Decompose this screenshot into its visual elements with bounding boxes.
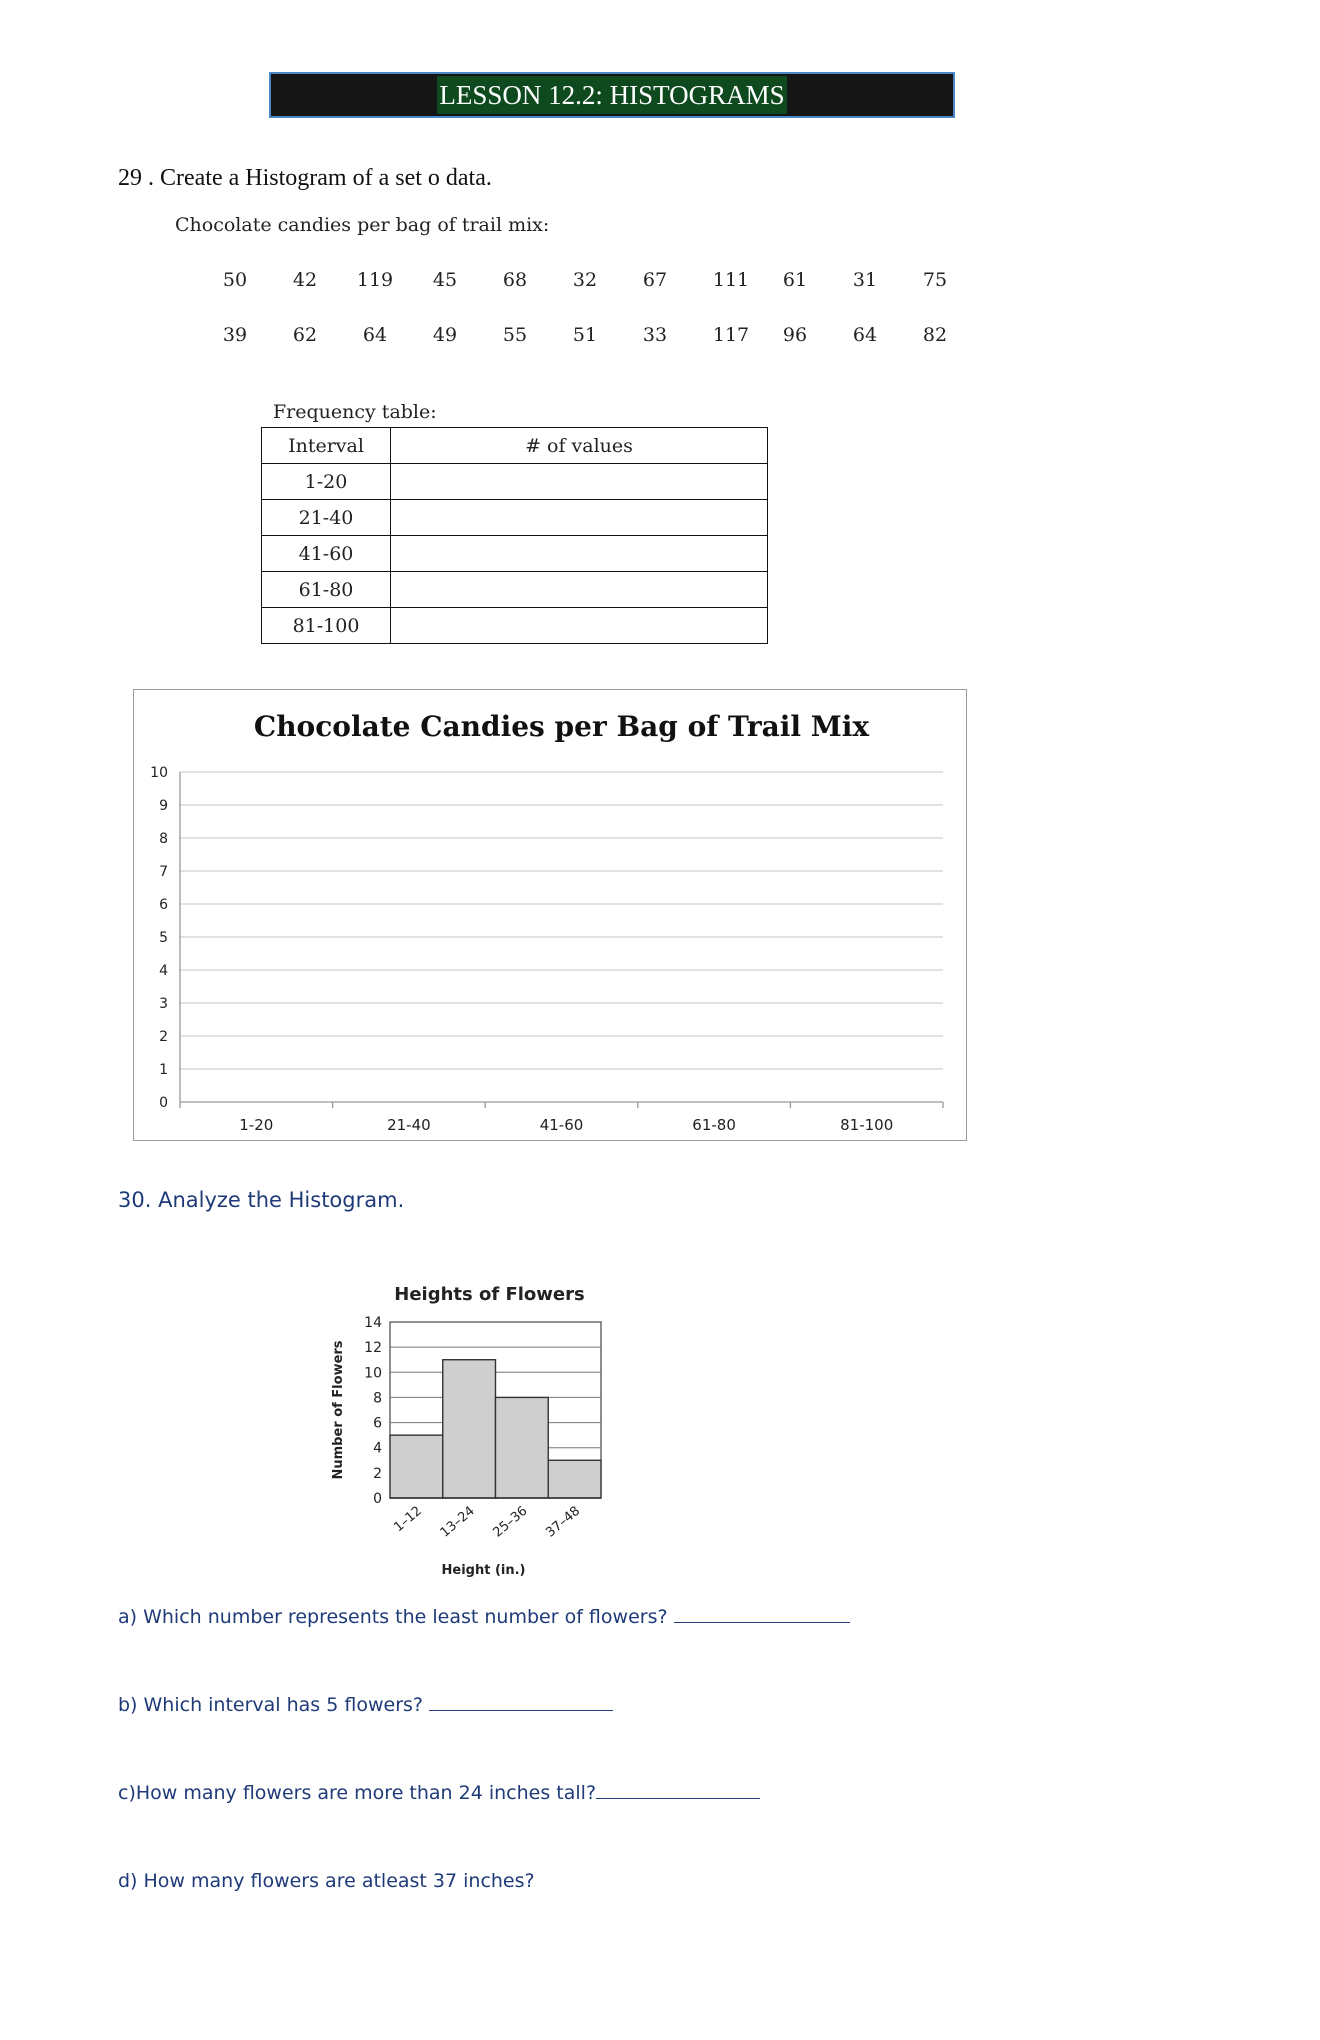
y-tick-label: 12	[364, 1340, 382, 1357]
data-value: 39	[222, 324, 248, 346]
q30-prompt: 30. Analyze the Histogram.	[118, 1188, 405, 1212]
frequency-table-label: Frequency table:	[273, 401, 437, 423]
table-header-values: # of values	[391, 428, 768, 464]
y-tick-label: 2	[159, 1029, 168, 1045]
x-tick-label: 1–12	[391, 1503, 425, 1536]
x-tick-label: 41-60	[539, 1116, 584, 1134]
y-tick-label: 8	[373, 1390, 382, 1407]
values-cell-blank[interactable]	[391, 464, 768, 500]
y-tick-label: 14	[364, 1315, 382, 1331]
x-axis-label: Height (in.)	[441, 1563, 526, 1578]
y-tick-label: 4	[159, 963, 168, 979]
y-axis-label: Number of Flowers	[331, 1340, 346, 1480]
y-tick-label: 0	[159, 1095, 168, 1111]
chart-title: Chocolate Candies per Bag of Trail Mix	[253, 710, 870, 743]
interval-cell: 21-40	[262, 500, 391, 536]
data-value: 68	[502, 269, 528, 291]
data-value: 49	[432, 324, 458, 346]
y-tick-label: 6	[159, 897, 168, 913]
data-value: 32	[572, 269, 598, 291]
answer-blank-a[interactable]	[674, 1621, 850, 1623]
y-tick-label: 8	[159, 831, 168, 847]
data-value: 51	[572, 324, 598, 346]
data-value: 50	[222, 269, 248, 291]
data-value: 31	[852, 269, 878, 291]
question-a-text: a) Which number represents the least number of flowers?	[118, 1606, 668, 1628]
question-c-text: c)How many flowers are more than 24 inches tall?	[118, 1782, 597, 1804]
table-row	[262, 464, 768, 500]
x-tick-label: 21-40	[387, 1116, 431, 1134]
data-value: 75	[922, 269, 948, 291]
values-cell-blank[interactable]	[391, 608, 768, 644]
data-value: 117	[712, 324, 750, 346]
values-cell-blank[interactable]	[391, 500, 768, 536]
x-tick-label: 25–36	[490, 1503, 531, 1541]
question-c	[118, 1782, 760, 1804]
table-row	[262, 608, 768, 644]
data-value: 42	[292, 269, 318, 291]
bar	[548, 1460, 601, 1498]
y-tick-label: 7	[159, 864, 168, 880]
interval-cell: 1-20	[262, 464, 391, 500]
data-value: 82	[922, 324, 948, 346]
y-tick-label: 9	[159, 798, 168, 814]
frequency-table	[261, 427, 768, 644]
data-value: 67	[642, 269, 668, 291]
data-value: 119	[356, 269, 394, 291]
q29-subtitle: Chocolate candies per bag of trail mix:	[175, 214, 550, 236]
x-tick-label: 81-100	[840, 1116, 894, 1134]
data-value: 96	[782, 324, 808, 346]
x-tick-label: 13–24	[437, 1503, 478, 1541]
chart-candies	[134, 690, 965, 1139]
lesson-title: LESSON 12.2: HISTOGRAMS	[437, 76, 786, 114]
interval-cell: 81-100	[262, 608, 391, 644]
y-tick-label: 2	[373, 1465, 382, 1482]
chart-title: Heights of Flowers	[394, 1284, 585, 1305]
lesson-title-banner	[269, 72, 955, 118]
chart-candies-frame	[133, 689, 967, 1141]
table-row	[262, 572, 768, 608]
answer-blank-b[interactable]	[429, 1709, 613, 1711]
answer-blank-c[interactable]	[596, 1797, 760, 1799]
data-value: 33	[642, 324, 668, 346]
data-value: 64	[852, 324, 878, 346]
table-header-interval: Interval	[262, 428, 391, 464]
values-cell-blank[interactable]	[391, 536, 768, 572]
y-tick-label: 6	[373, 1415, 382, 1432]
q29-prompt: 29 . Create a Histogram of a set o data.	[118, 165, 492, 191]
y-tick-label: 10	[364, 1365, 382, 1382]
data-value: 111	[712, 269, 750, 291]
table-row	[262, 536, 768, 572]
data-value: 55	[502, 324, 528, 346]
y-tick-label: 10	[150, 765, 168, 781]
bar	[390, 1435, 443, 1498]
data-value: 45	[432, 269, 458, 291]
x-tick-label: 1-20	[239, 1116, 274, 1134]
y-tick-label: 5	[159, 930, 168, 946]
question-b-text: b) Which interval has 5 flowers?	[118, 1694, 423, 1716]
values-cell-blank[interactable]	[391, 572, 768, 608]
data-value: 64	[362, 324, 388, 346]
y-tick-label: 3	[159, 996, 168, 1012]
interval-cell: 61-80	[262, 572, 391, 608]
table-header-row	[262, 428, 768, 464]
y-tick-label: 0	[373, 1491, 382, 1507]
data-value: 61	[782, 269, 808, 291]
x-tick-label: 37–48	[543, 1503, 584, 1541]
x-tick-label: 61-80	[692, 1116, 736, 1134]
data-value: 62	[292, 324, 318, 346]
interval-cell: 41-60	[262, 536, 391, 572]
y-tick-label: 1	[159, 1062, 168, 1078]
bar	[443, 1360, 496, 1498]
question-b	[118, 1694, 613, 1716]
chart-flower-heights	[320, 1276, 620, 1580]
question-a	[118, 1606, 850, 1628]
table-row	[262, 500, 768, 536]
bar	[496, 1397, 549, 1498]
y-tick-label: 4	[373, 1440, 382, 1457]
question-d: d) How many flowers are atleast 37 inches?	[118, 1870, 535, 1892]
